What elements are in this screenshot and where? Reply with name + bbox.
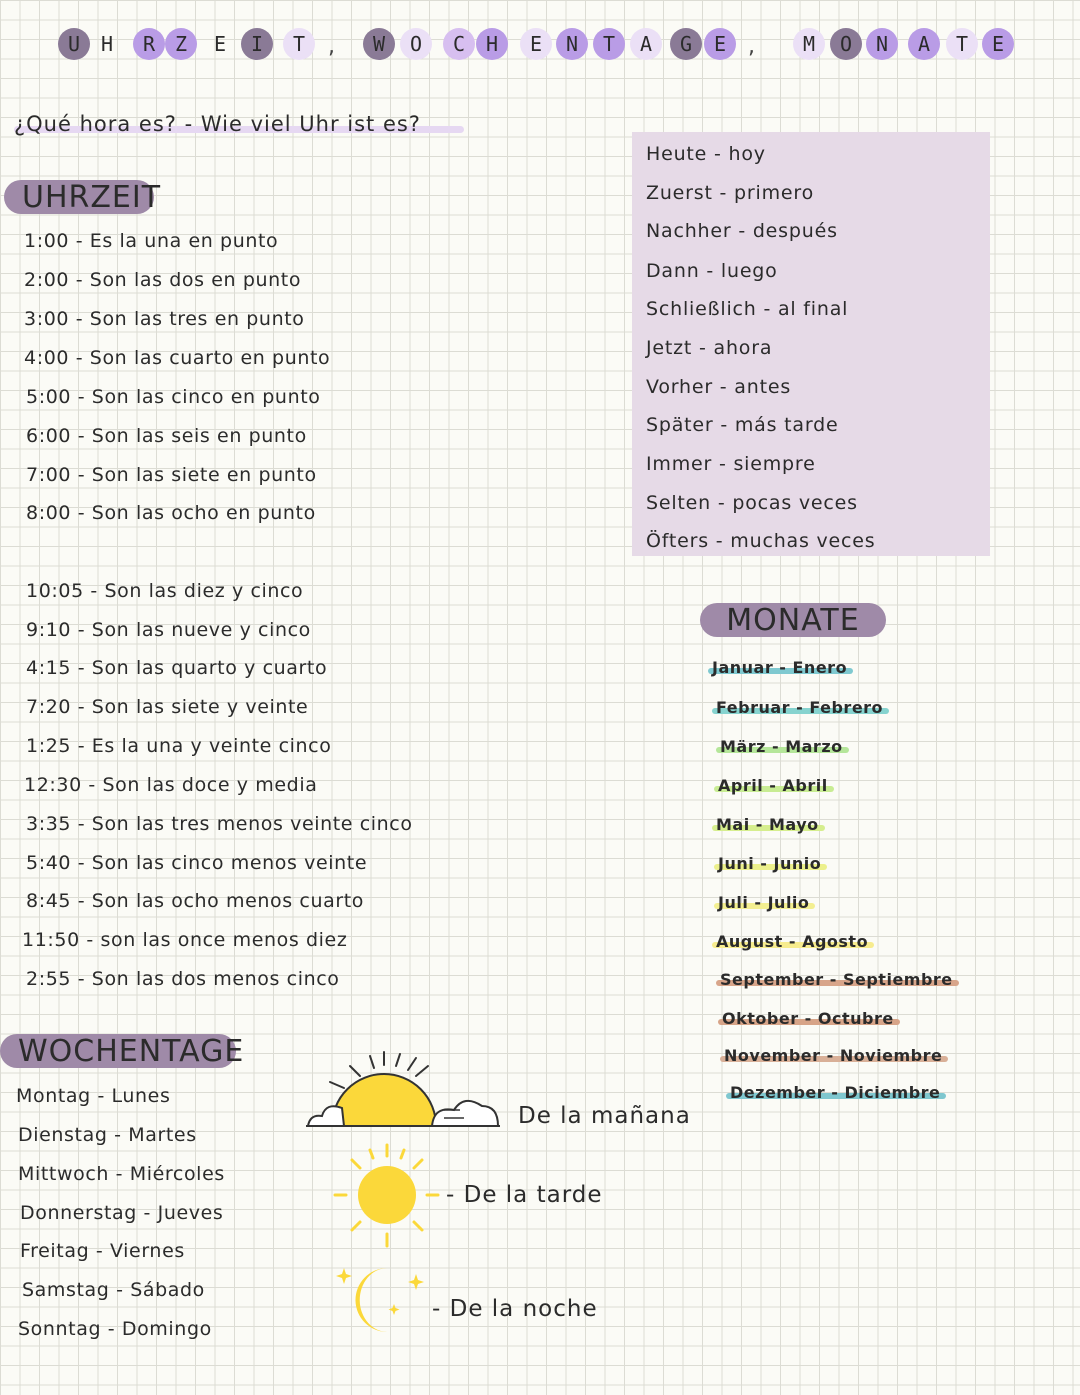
list-item: Dienstag - Martes xyxy=(18,1124,197,1146)
title-letter: A xyxy=(630,28,662,60)
title-separator: , xyxy=(748,34,755,59)
list-item: 7:20 - Son las siete y veinte xyxy=(26,696,309,718)
month-label: Februar - Febrero xyxy=(716,698,884,717)
title-letter: E xyxy=(704,28,736,60)
uhrzeit-heading: UHRZEIT xyxy=(4,180,154,214)
list-item: Später - más tarde xyxy=(646,414,839,436)
month-item xyxy=(718,893,809,912)
list-item: Jetzt - ahora xyxy=(646,337,773,359)
month-label: Mai - Mayo xyxy=(716,815,819,834)
list-item: Montag - Lunes xyxy=(16,1085,171,1107)
title-letter: W xyxy=(363,28,395,60)
list-item: 1:00 - Es la una en punto xyxy=(24,230,279,252)
page-title xyxy=(58,28,1038,68)
title-letter: C xyxy=(443,28,475,60)
list-item: 11:50 - son las once menos diez xyxy=(22,929,348,951)
list-item: Schließlich - al final xyxy=(646,298,849,320)
title-letter: G xyxy=(670,28,702,60)
list-item: 2:00 - Son las dos en punto xyxy=(24,269,302,291)
month-item xyxy=(716,698,883,717)
month-item xyxy=(722,1009,894,1028)
time-of-day-label: - De la tarde xyxy=(446,1182,603,1208)
list-item: 8:45 - Son las ocho menos cuarto xyxy=(26,890,365,912)
list-item: 1:25 - Es la una y veinte cinco xyxy=(26,735,332,757)
list-item: Selten - pocas veces xyxy=(646,492,858,514)
month-item xyxy=(716,815,819,834)
title-letter: O xyxy=(830,28,862,60)
title-letter: R xyxy=(133,28,165,60)
list-item: Zuerst - primero xyxy=(646,182,815,204)
month-label: Juli - Julio xyxy=(718,893,810,912)
list-item: 12:30 - Son las doce y media xyxy=(24,774,318,796)
title-letter: E xyxy=(982,28,1014,60)
month-item xyxy=(720,970,953,989)
title-letter: E xyxy=(213,32,227,56)
month-item xyxy=(716,932,868,951)
title-letter: E xyxy=(520,28,552,60)
month-label: September - Septiembre xyxy=(720,970,953,989)
list-item: Sonntag - Domingo xyxy=(18,1318,212,1340)
title-letter: H xyxy=(476,28,508,60)
list-item: Donnerstag - Jueves xyxy=(20,1202,224,1224)
title-letter: M xyxy=(793,28,825,60)
month-label: Dezember - Diciembre xyxy=(730,1083,941,1102)
list-item: Öfters - muchas veces xyxy=(646,530,876,552)
wochentage-heading: WOCHENTAGE xyxy=(0,1034,236,1068)
month-item xyxy=(720,737,843,756)
list-item: Samstag - Sábado xyxy=(22,1279,205,1301)
title-letter: O xyxy=(400,28,432,60)
list-item: 5:40 - Son las cinco menos veinte xyxy=(26,852,368,874)
list-item: 5:00 - Son las cinco en punto xyxy=(26,386,321,408)
month-label: Juni - Junio xyxy=(718,854,822,873)
title-letter: I xyxy=(241,28,273,60)
list-item: 10:05 - Son las diez y cinco xyxy=(26,580,304,602)
title-letter: A xyxy=(908,28,940,60)
list-item: Nachher - después xyxy=(646,220,838,242)
title-letter: T xyxy=(593,28,625,60)
title-letter: H xyxy=(100,32,114,56)
question-text: ¿Qué hora es? - Wie viel Uhr ist es? xyxy=(14,112,421,136)
month-item xyxy=(718,776,828,795)
list-item: Vorher - antes xyxy=(646,376,792,398)
month-label: April - Abril xyxy=(718,776,828,795)
title-letter: N xyxy=(866,28,898,60)
list-item: 6:00 - Son las seis en punto xyxy=(26,425,307,447)
list-item: Dann - luego xyxy=(646,260,778,282)
month-label: August - Agosto xyxy=(716,932,869,951)
list-item: 2:55 - Son las dos menos cinco xyxy=(26,968,340,990)
time-of-day-label: De la mañana xyxy=(518,1103,691,1129)
title-letter: U xyxy=(58,28,90,60)
list-item: 3:35 - Son las tres menos veinte cinco xyxy=(26,813,413,835)
moon-icon xyxy=(332,1262,432,1338)
month-item xyxy=(730,1083,940,1102)
list-item: 4:00 - Son las cuarto en punto xyxy=(24,347,331,369)
list-item: 7:00 - Son las siete en punto xyxy=(26,464,317,486)
list-item: 4:15 - Son las quarto y cuarto xyxy=(26,657,328,679)
month-label: März - Marzo xyxy=(720,737,843,756)
month-label: Oktober - Octubre xyxy=(722,1009,894,1028)
title-letter: N xyxy=(556,28,588,60)
sunrise-cloud-icon xyxy=(304,1048,504,1132)
list-item: 8:00 - Son las ocho en punto xyxy=(26,502,316,524)
list-item: Freitag - Viernes xyxy=(20,1240,185,1262)
title-letter: T xyxy=(946,28,978,60)
month-label: Januar - Enero xyxy=(712,658,848,677)
list-item: 9:10 - Son las nueve y cinco xyxy=(26,619,311,641)
title-separator: , xyxy=(328,34,335,59)
sun-icon xyxy=(330,1140,440,1252)
month-item xyxy=(712,658,847,677)
title-letter: T xyxy=(283,28,315,60)
list-item: 3:00 - Son las tres en punto xyxy=(24,308,305,330)
time-of-day-label: - De la noche xyxy=(432,1296,598,1322)
monate-heading: MONATE xyxy=(700,603,886,637)
list-item: Mittwoch - Miércoles xyxy=(18,1163,225,1185)
month-label: November - Noviembre xyxy=(724,1046,943,1065)
list-item: Heute - hoy xyxy=(646,143,766,165)
title-letter: Z xyxy=(165,28,197,60)
month-item xyxy=(718,854,821,873)
list-item: Immer - siempre xyxy=(646,453,816,475)
month-item xyxy=(724,1046,942,1065)
